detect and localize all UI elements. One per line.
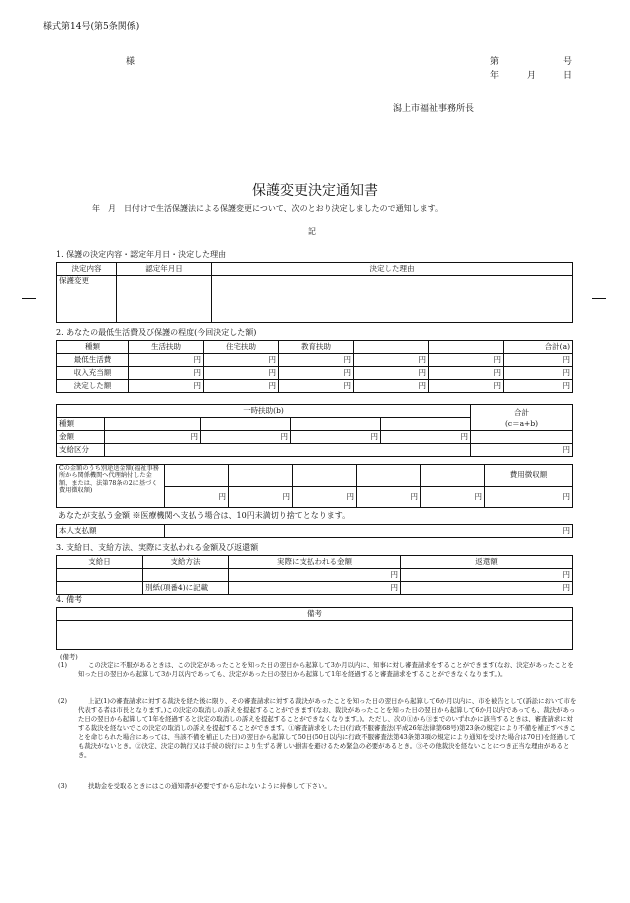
temp-aid-header: 一時扶助(b) [57, 405, 471, 418]
row-decided: 決定した額 [57, 380, 129, 393]
date-year: 年 [490, 71, 500, 81]
doc-no-dai: 第 [490, 57, 500, 67]
section3-heading: 3. 支給日、支給方法、実際に支払われる金額及び返還額 [56, 543, 259, 552]
note2-text: 上記(1)の審査請求に対する裁決を経た後に限り、その審査請求に対する裁決があったことを知った日の翌日から起算して6か月以内に、市を被告として(訴訟において市を代表する者は市長となります。)この決定の取消しの訴えを提起することができます(なお、裁決があったことを知った日の翌日から起算して6か月以内であっても、裁決があった日の翌日から起算して1年を経過すると決定の取消しの訴えを提起することができなくなります。)。ただし、次の①から③までのいずれかに該当するときは、審査請求に対する裁決を経ないでこの決定の取消しの訴えを提起することができます。①審査請求をした日(行政不服審査法(平成26年法律第68号)第23条の規定により不備を補正すべきことを命じられた場合にあっては、当該不備を補正した日)の翌日から起算して50日(50日以内に行政不服審査法第43条第3項の規定により通知を受けた場合は70日)を経過しても裁決がないとき。②決定、決定の執行又は手続の続行により生ずる著しい損害を避けるため緊急の必要があるとき。③その他裁決を経ないことにつき正当な理由があるとき。 [78, 697, 577, 759]
section4-table [56, 607, 573, 650]
row-min-living: 最低生活費 [57, 354, 129, 367]
document-title: 保護変更決定通知書 [252, 183, 378, 199]
pay-note: あなたが支払う金額 ※医療機関へ支払う場合は、10円未満切り捨てとなります。 [58, 511, 351, 520]
date-day: 日 [563, 71, 573, 81]
section1-table [56, 262, 573, 323]
note3-label: (3) [58, 782, 68, 790]
hdr-kyoiku: 教育扶助 [279, 341, 354, 354]
row-hogo-henkou: 保護変更 [57, 276, 117, 323]
fee-header: 費用徴収額 [485, 465, 573, 487]
notes-title: (備考) [60, 653, 78, 661]
note1-text: この決定に不服があるときは、この決定があったことを知った日の翌日から起算して3か月以内に、知事に対し審査請求をすることができます(なお、決定があったことを知った日の翌日から起算して3か月以内であっても、決定があった日の翌日から起算して1年を経過すると審査請求をすることができなくなります。)。 [78, 661, 574, 678]
total-cab-formula: (c＝a+b) [504, 418, 539, 428]
col-kettei-naiyo: 決定内容 [57, 263, 117, 276]
temp-row-kind: 種類 [57, 418, 105, 431]
addressee-suffix: 様 [126, 57, 136, 67]
temp-row-category: 支給区分 [57, 444, 105, 457]
self-pay-label: 本人支払額 [57, 525, 165, 538]
separate-transfer-table: Cの金額のうち別途送金額(福祉事務所から関係機関へ代理納付した金額、または、法第78条の2に基づく費用徴収額) 費用徴収額 円 円 円 円 円 円 [56, 464, 573, 508]
note2-label: (2) [58, 697, 68, 705]
section1-heading: 1. 保護の決定内容・認定年月日・決定した理由 [56, 250, 227, 259]
date-month: 月 [527, 71, 537, 81]
temp-row-amount: 金額 [57, 431, 105, 444]
hdr-blank1 [354, 341, 429, 354]
intro-text: 年 月 日付けで生活保護法による保護変更について、次のとおり決定しましたので通知します。 [92, 204, 444, 213]
fold-mark-right [592, 298, 606, 299]
hdr-blank2 [429, 341, 504, 354]
hdr-pay-date: 支給日 [57, 556, 143, 569]
self-pay-table: 本人支払額 円 [56, 524, 573, 538]
section2-heading: 2. あなたの最低生活費及び保護の程度(今回決定した額) [56, 328, 257, 337]
issuer: 潟上市福祉事務所長 [393, 104, 475, 114]
row-income: 収入充当額 [57, 367, 129, 380]
hdr-pay-method: 支給方法 [143, 556, 229, 569]
row-attached-sheet: 別紙(項番4)に記載 [143, 582, 229, 595]
hdr-jutaku: 住宅扶助 [204, 341, 279, 354]
hdr-refund: 返還額 [401, 556, 573, 569]
ki-mark: 記 [308, 227, 316, 236]
hdr-seikatsu: 生活扶助 [129, 341, 204, 354]
total-cab: 合計 [514, 407, 530, 417]
fold-mark-left [22, 298, 36, 299]
col-reason: 決定した理由 [212, 263, 573, 276]
temp-aid-table: 一時扶助(b) 合計 (c＝a+b) 種類 金額 円 円 円 円 支給区分 円 [56, 404, 573, 457]
note1-label: (1) [58, 661, 68, 669]
section4-heading: 4. 備考 [56, 595, 83, 604]
form-number: 様式第14号(第5条関係) [43, 22, 140, 32]
section2-table: 種類 生活扶助 住宅扶助 教育扶助 合計(a) 最低生活費 円 円 円 円 円 円 収入充当額 円 円 円 円 円 円 決定した額 円 円 円 円 円 円 [56, 340, 573, 393]
col-nintei-date: 認定年月日 [117, 263, 212, 276]
note3-text: 扶助金を受取るときにはこの通知書が必要ですから忘れないように持参して下さい。 [88, 782, 331, 790]
hdr-kind: 種類 [57, 341, 129, 354]
hdr-total-a: 合計(a) [504, 341, 573, 354]
hdr-actual-amount: 実際に支払われる金額 [229, 556, 401, 569]
separate-transfer-label: Cの金額のうち別途送金額(福祉事務所から関係機関へ代理納付した金額、または、法第78条の2に基づく費用徴収額) [57, 465, 165, 508]
section3-table: 支給日 支給方法 実際に支払われる金額 返還額 円 円 別紙(項番4)に記載 円 円 [56, 555, 573, 595]
doc-no-go: 号 [563, 57, 573, 67]
remarks-header: 備考 [57, 608, 573, 621]
